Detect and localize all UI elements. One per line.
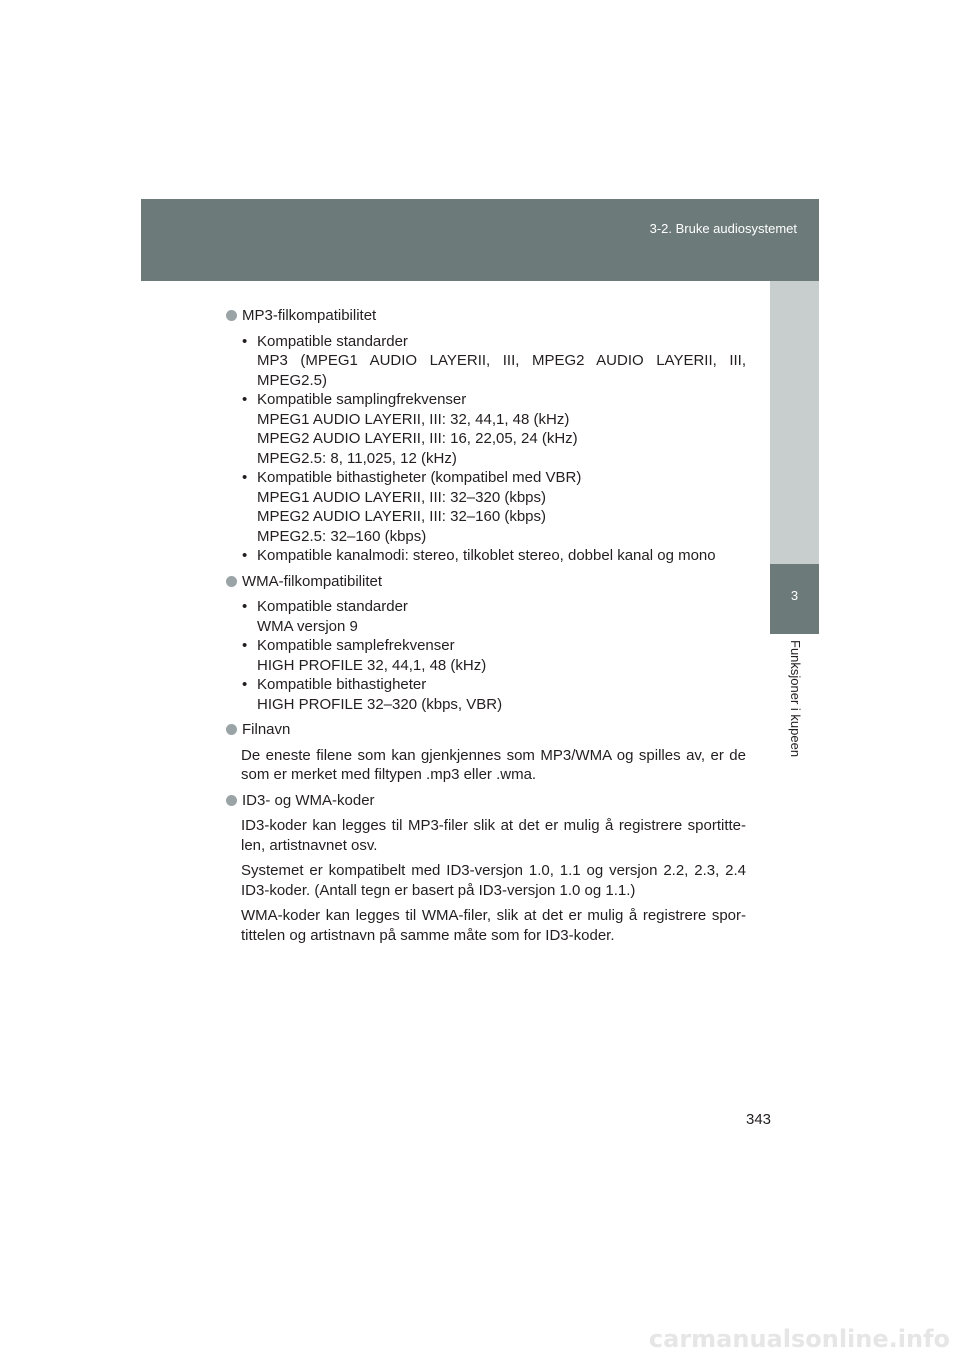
item-label: Kompatible samplingfrekvenser	[257, 391, 467, 408]
page-content	[226, 306, 746, 951]
heading-text: MP3-filkompatibilitet	[242, 307, 377, 324]
filnavn-body	[226, 746, 746, 785]
paragraph: De eneste filene som kan gjenkjennes som MP3/WMA og spilles av, er de som er merket med filtypen .mp3 eller .wma.	[241, 746, 746, 783]
bullet-dot-icon: •	[242, 469, 248, 486]
chapter-tab[interactable]	[770, 564, 819, 634]
item-line: MPEG1 AUDIO LAYERII, III: 32, 44,1, 48 (kHz)	[257, 410, 570, 428]
bullet-dot-icon: •	[242, 332, 248, 350]
chapter-title: Funksjoner i kupeen	[788, 640, 803, 758]
item-line: MPEG2 AUDIO LAYERII, III: 16, 22,05, 24 (kHz)	[257, 430, 578, 447]
item-line: MPEG1 AUDIO LAYERII, III: 32–320 (kbps)	[257, 488, 547, 506]
paragraph: ID3-koder kan legges til MP3-filer slik at det er mulig å registrere sportitte-len, artistnavnet osv.	[241, 817, 746, 854]
paragraph: Systemet er kompatibelt med ID3-versjon 1.0, 1.1 og versjon 2.2, 2.3, 2.4 ID3-koder. (Antall tegn er basert på ID3-versjon 1.0 og 1.1.)	[241, 862, 746, 899]
bullet-dot-icon: •	[242, 676, 248, 693]
section-heading-id3	[226, 791, 746, 811]
chapter-number: 3	[790, 588, 799, 603]
bullet-dot-icon: •	[242, 547, 248, 564]
item-label: Kompatible samplefrekvenser	[257, 637, 455, 654]
bullet-circle-icon	[226, 576, 237, 587]
section-heading-wma	[226, 572, 746, 592]
item-line: WMA versjon 9	[257, 617, 358, 635]
item-line: MPEG2.5: 8, 11,025, 12 (kHz)	[257, 449, 457, 467]
list-item	[241, 636, 746, 675]
list-item	[241, 675, 746, 714]
item-line: MP3 (MPEG1 AUDIO LAYERII, III, MPEG2 AUDIO LAYERII, III, MPEG2.5)	[257, 352, 746, 389]
header-band	[141, 199, 819, 281]
item-label: Kompatible bithastigheter (kompatibel med VBR)	[257, 469, 582, 486]
item-label: Kompatible standarder	[257, 598, 408, 615]
list-item	[241, 546, 746, 566]
list-item	[241, 390, 746, 468]
paragraph: WMA-koder kan legges til WMA-filer, slik at det er mulig å registrere spor-tittelen og artistnavn på samme måte som for ID3-koder.	[241, 907, 746, 944]
section-title: 3-2. Bruke audiosystemet	[649, 221, 797, 236]
section-heading-mp3	[226, 306, 746, 326]
id3-body	[226, 816, 746, 945]
item-label: Kompatible bithastigheter	[257, 676, 427, 693]
item-line: HIGH PROFILE 32, 44,1, 48 (kHz)	[257, 656, 487, 674]
section-heading-filnavn	[226, 720, 746, 740]
watermark-logo: carmanualsonline.info	[648, 1325, 950, 1353]
bullet-dot-icon: •	[242, 391, 248, 408]
wma-list	[226, 597, 746, 714]
item-label: Kompatible standarder	[257, 332, 408, 350]
item-line: MPEG2.5: 32–160 (kbps)	[257, 527, 427, 545]
heading-text: Filnavn	[242, 721, 291, 738]
heading-text: ID3- og WMA-koder	[242, 791, 375, 809]
bullet-circle-icon	[226, 310, 237, 321]
list-item	[241, 332, 746, 391]
list-item	[241, 468, 746, 546]
list-item	[241, 597, 746, 636]
item-label: Kompatible kanalmodi: stereo, tilkoblet stereo, dobbel kanal og mono	[257, 547, 716, 564]
heading-text: WMA-filkompatibilitet	[242, 572, 383, 590]
page-number: 343	[746, 1111, 772, 1128]
bullet-dot-icon: •	[242, 598, 248, 615]
bullet-dot-icon: •	[242, 637, 248, 654]
chapter-tab-background	[770, 281, 819, 564]
mp3-list	[226, 332, 746, 566]
item-line: HIGH PROFILE 32–320 (kbps, VBR)	[257, 695, 503, 713]
bullet-circle-icon	[226, 724, 237, 735]
item-line: MPEG2 AUDIO LAYERII, III: 32–160 (kbps)	[257, 508, 547, 525]
bullet-circle-icon	[226, 795, 237, 806]
